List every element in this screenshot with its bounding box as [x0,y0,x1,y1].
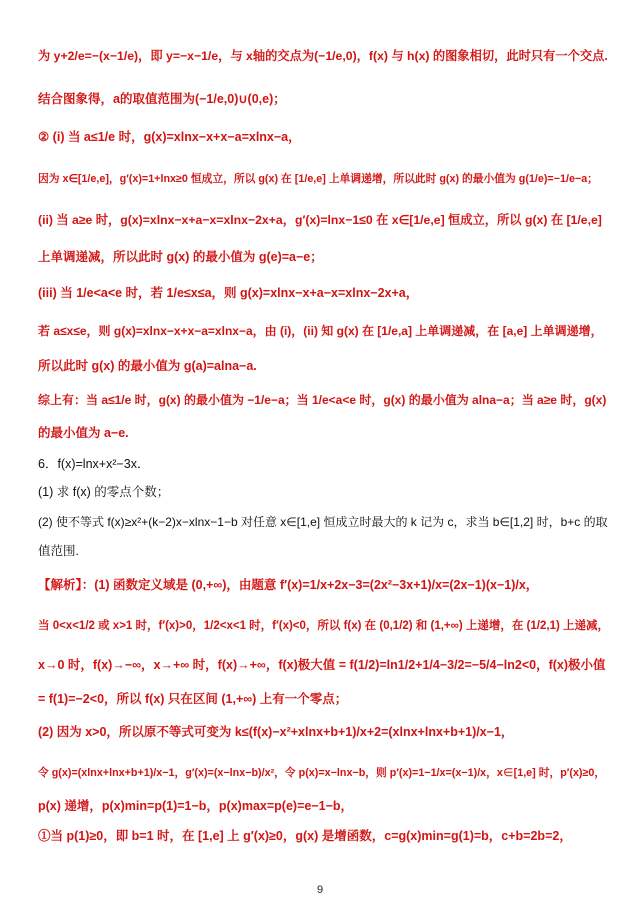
text-line: = f(1)=−2<0，所以 f(x) 只在区间 (1,+∞) 上有一个零点； [38,692,348,706]
text-line: (iii) 当 1/e<a<e 时，若 1/e≤x≤a，则 g(x)=xlnx−x+a−x=xlnx−2x+a， [38,286,419,300]
text-line: 为 y+2/e=−(x−1/e)，即 y=−x−1/e，与 x轴的交点为(−1/e,0)，f(x) 与 h(x) 的图象相切，此时只有一个交点. [38,49,608,63]
text-line: (ii) 当 a≥e 时，g(x)=xlnx−x+a−x=xlnx−2x+a，g′(x)=lnx−1≤0 在 x∈[1/e,e] 恒成立，所以 g(x) 在 [1/e,e] [38,213,602,227]
text-line: 令 g(x)=(xlnx+lnx+b+1)/x−1，g′(x)=(x−lnx−b)/x²，令 p(x)=x−lnx−b，则 p′(x)=1−1/x=(x−1)/x，x∈[1,e] 时，p′(x)≥0， [38,767,606,779]
text-line: ①当 p(1)≥0，即 b=1 时，在 [1,e] 上 g′(x)≥0，g(x) 是增函数，c=g(x)min=g(1)=b，c+b=2b=2， [38,829,572,843]
problem-part-1: (1) 求 f(x) 的零点个数； [38,485,170,499]
page-number: 9 [316,884,324,896]
text-line: 因为 x∈[1/e,e]，g′(x)=1+lnx≥0 恒成立，所以 g(x) 在 [1/e,e] 上单调递增，所以此时 g(x) 的最小值为 g(1/e)=−1/e−a； [38,173,598,185]
text-line: 若 a≤x≤e，则 g(x)=xlnx−x+x−a=xlnx−a，由 (i)，(ii) 知 g(x) 在 [1/e,a] 上单调递减，在 [a,e] 上单调递增， [38,324,603,338]
problem-part-2: (2) 使不等式 f(x)≥x²+(k−2)x−xlnx−1−b 对任意 x∈[1,e] 恒成立时最大的 k 记为 c，求当 b∈[1,2] 时，b+c 的取 [38,515,608,529]
problem-title: 6．f(x)=lnx+x²−3x． [38,457,150,471]
text-line: p(x) 递增，p(x)min=p(1)=1−b，p(x)max=p(e)=e−1−b， [38,799,354,813]
text-line: 的最小值为 a−e. [38,426,129,440]
text-line: 上单调递减，所以此时 g(x) 的最小值为 g(e)=a−e； [38,250,323,264]
text-line: 当 0<x<1/2 或 x>1 时，f′(x)>0，1/2<x<1 时，f′(x)<0，所以 f(x) 在 (0,1/2) 和 (1,+∞) 上递增，在 (1/2,1) 上递减， [38,620,609,632]
text-line: 所以此时 g(x) 的最小值为 g(a)=alna−a. [38,359,257,373]
text-line: x→0 时，f(x)→−∞，x→+∞ 时，f(x)→+∞，f(x)极大值 = f(1/2)=ln1/2+1/4−3/2=−5/4−ln2<0，f(x)极小值 [38,658,606,672]
text-line: 结合图象得，a的取值范围为(−1/e,0)∪(0,e)； [38,92,286,106]
text-line: 综上有：当 a≤1/e 时，g(x) 的最小值为 −1/e−a；当 1/e<a<e 时，g(x) 的最小值为 alna−a；当 a≥e 时，g(x) [38,393,607,407]
solution-heading: 【解析】：(1) 函数定义域是 (0,+∞)，由题意 f′(x)=1/x+2x−3=(2x²−3x+1)/x=(2x−1)(x−1)/x， [38,578,539,592]
problem-part-2-cont: 值范围. [38,544,79,558]
text-line: ② (i) 当 a≤1/e 时，g(x)=xlnx−x+x−a=xlnx−a， [38,130,301,144]
text-line: (2) 因为 x>0，所以原不等式可变为 k≤(f(x)−x²+xlnx+b+1)/x+2=(xlnx+lnx+b+1)/x−1， [38,725,514,739]
